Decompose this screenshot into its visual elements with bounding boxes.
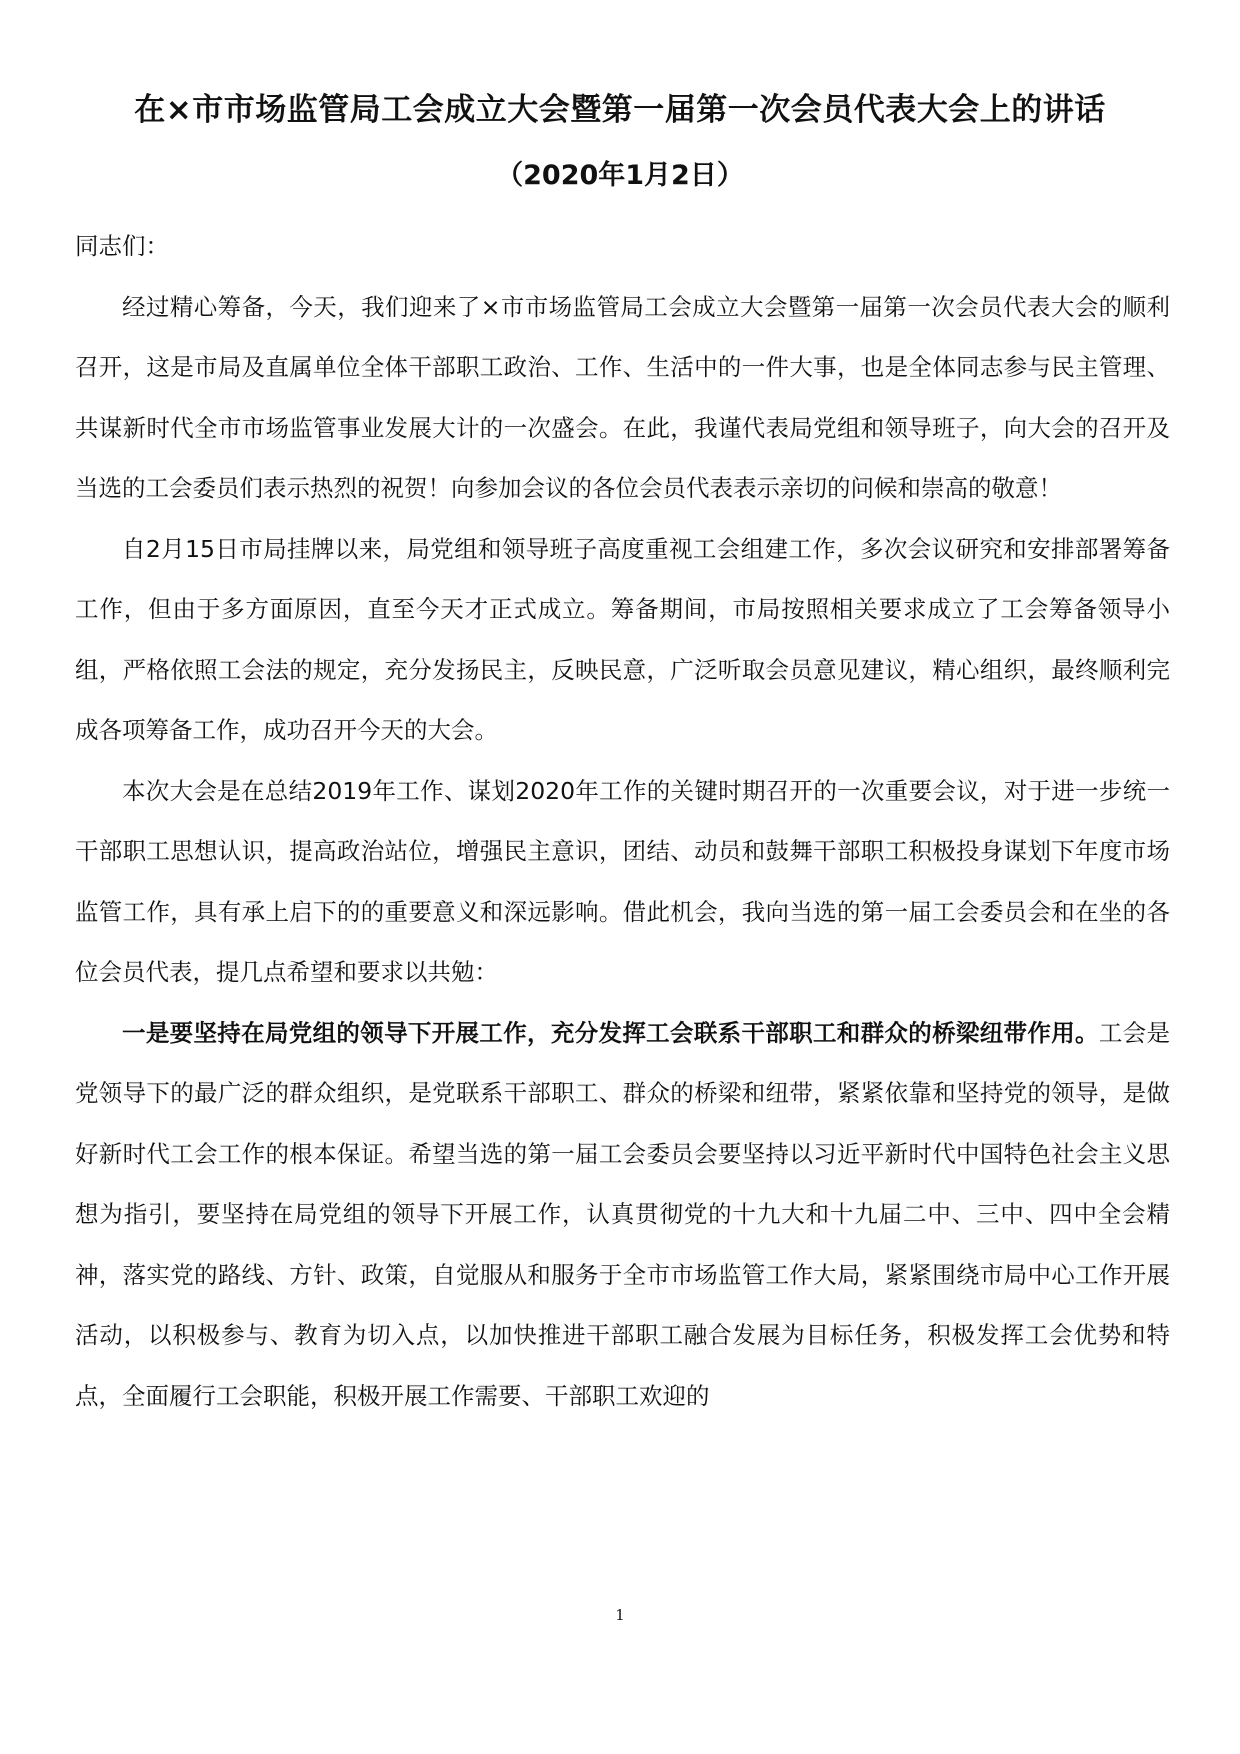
paragraph-significance: 本次大会是在总结2019年工作、谋划2020年工作的关键时期召开的一次重要会议，对于进一步统一干部职工思想认识，提高政治站位，增强民主意识，团结、动员和鼓舞干部职工积极投身谋划下年度市场监管工作，具有承上启下的的重要意义和深远影响。借此机会，我向当选的第一届工会委员会和在坐的各位会员代表，提几点希望和要求以共勉： — [75, 776, 1170, 986]
page-number: 1 — [615, 1606, 625, 1624]
document-body — [75, 216, 1170, 1426]
point-one-text: 工会是党领导下的最广泛的群众组织，是党联系干部职工、群众的桥梁和纽带，紧紧依靠和坚持党的领导，是做好新时代工会工作的根本保证。希望当选的第一届工会委员会要坚持以习近平新时代中国特色社会主义思想为指引，要坚持在局党组的领导下开展工作，认真贯彻党的十九大和十九届二中、三中、四中全会精神，落实党的路线、方针、政策，自觉服从和服务于全市市场监管工作大局，紧紧围绕市局中心工作开展活动，以积极参与、教育为切入点，以加快推进干部职工融合发展为目标任务，积极发挥工会优势和特点，全面履行工会职能，积极开展工作需要、干部职工欢迎的 — [75, 1018, 1171, 1410]
paragraph-preparation: 自2月15日市局挂牌以来，局党组和领导班子高度重视工会组建工作，多次会议研究和安排部署筹备工作，但由于多方面原因，直至今天才正式成立。筹备期间，市局按照相关要求成立了工会筹备领导小组，严格依照工会法的规定，充分发扬民主，反映民意，广泛听取会员意见建议，精心组织，最终顺利完成各项筹备工作，成功召开今天的大会。 — [75, 534, 1170, 744]
salutation: 同志们： — [75, 232, 169, 260]
point-one-heading: 一是要坚持在局党组的领导下开展工作，充分发挥工会联系干部职工和群众的桥梁纽带作用。 — [122, 1018, 1099, 1047]
speech-date: （2020年1月2日） — [496, 160, 744, 191]
paragraph-point-one — [75, 1003, 1170, 1427]
document-title: 在×市市场监管局工会成立大会暨第一届第一次会员代表大会上的讲话 — [134, 92, 1106, 128]
paragraph-opening: 经过精心筹备，今天，我们迎来了×市市场监管局工会成立大会暨第一届第一次会员代表大会的顺利召开，这是市局及直属单位全体干部职工政治、工作、生活中的一件大事，也是全体同志参与民主管理、共谋新时代全市市场监管事业发展大计的一次盛会。在此，我谨代表局党组和领导班子，向大会的召开及当选的工会委员们表示热烈的祝贺！向参加会议的各位会员代表表示亲切的问候和崇高的敬意！ — [75, 292, 1170, 502]
